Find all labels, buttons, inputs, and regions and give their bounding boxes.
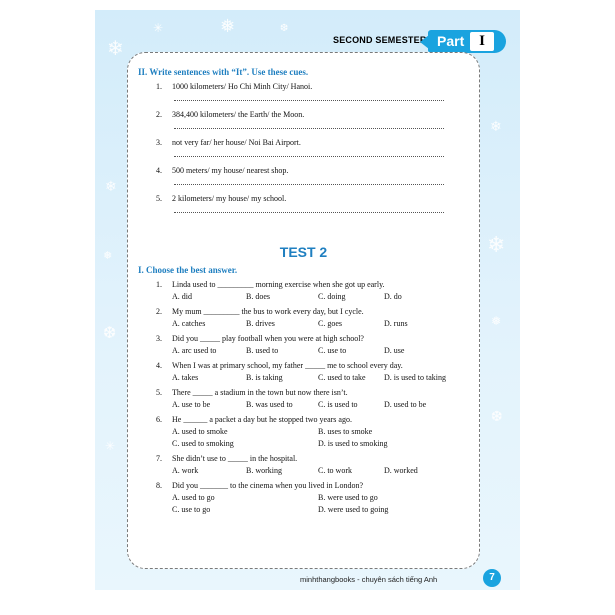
page-number: 7 xyxy=(483,569,501,587)
option: A. catches xyxy=(172,319,206,328)
item-number: 1. xyxy=(156,82,162,91)
answer-line xyxy=(174,156,444,157)
question-text: My mum _________ the bus to work every day, but I cycle. xyxy=(172,307,364,316)
snowflake-icon: ✳ xyxy=(105,439,116,453)
option: D. use xyxy=(384,346,405,355)
option: B. were used to go xyxy=(318,493,378,502)
snowflake-icon: ❄ xyxy=(105,179,117,195)
snowflake-icon: ❆ xyxy=(491,409,503,425)
option: B. is taking xyxy=(246,373,283,382)
snowflake-icon: ❅ xyxy=(491,314,502,328)
section-title: II. Write sentences with “It”. Use these cues. xyxy=(138,67,309,77)
question-text: He ______ a packet a day but he stopped two years ago. xyxy=(172,415,352,424)
snowflake-icon: ❆ xyxy=(103,323,117,342)
snowflake-icon: ❅ xyxy=(103,249,113,262)
item-number: 3. xyxy=(156,138,162,147)
question-number: 6. xyxy=(156,415,162,424)
item-number: 5. xyxy=(156,194,162,203)
option: C. is used to xyxy=(318,400,358,409)
question-text: Linda used to _________ morning exercise when she got up early. xyxy=(172,280,385,289)
option: B. used to xyxy=(246,346,279,355)
option: A. arc used to xyxy=(172,346,217,355)
item-number: 2. xyxy=(156,110,162,119)
snowflake-icon: ❅ xyxy=(220,16,236,37)
option: B. was used to xyxy=(246,400,293,409)
question-text: Did you _______ to the cinema when you lived in London? xyxy=(172,481,364,490)
item-text: not very far/ her house/ Noi Bai Airport. xyxy=(172,138,301,147)
option: D. worked xyxy=(384,466,418,475)
item-text: 2 kilometers/ my house/ my school. xyxy=(172,194,287,203)
option: C. doing xyxy=(318,292,346,301)
snowflake-icon: ❆ xyxy=(280,23,289,34)
option: B. uses to smoke xyxy=(318,427,373,436)
option: D. do xyxy=(384,292,402,301)
question-text: When I was at primary school, my father _____ me to school every day. xyxy=(172,361,403,370)
content-panel xyxy=(127,52,480,569)
option: A. did xyxy=(172,292,192,301)
option: D. runs xyxy=(384,319,408,328)
item-text: 384,400 kilometers/ the Earth/ the Moon. xyxy=(172,110,305,119)
question-number: 3. xyxy=(156,334,162,343)
option: D. is used to smoking xyxy=(318,439,388,448)
option: A. work xyxy=(172,466,199,475)
option: B. working xyxy=(246,466,282,475)
question-number: 8. xyxy=(156,481,162,490)
part-tab xyxy=(428,30,506,53)
option: A. takes xyxy=(172,373,199,382)
snowflake-icon: ❄ xyxy=(490,119,502,135)
question-number: 7. xyxy=(156,454,162,463)
answer-line xyxy=(174,184,444,185)
snowflake-icon: ❄ xyxy=(107,36,124,60)
semester-label: SECOND SEMESTER xyxy=(333,35,427,45)
section-title: I. Choose the best answer. xyxy=(138,265,238,275)
answer-line xyxy=(174,212,444,213)
option: A. used to smoke xyxy=(172,427,228,436)
part-number: I xyxy=(470,32,494,51)
answer-line xyxy=(174,128,444,129)
item-text: 500 meters/ my house/ nearest shop. xyxy=(172,166,289,175)
question-text: Did you _____ play football when you were at high school? xyxy=(172,334,364,343)
option: D. were used to going xyxy=(318,505,389,514)
option: B. drives xyxy=(246,319,275,328)
footer-publisher: minhthangbooks - chuyên sách tiếng Anh xyxy=(300,575,438,584)
option: D. is used to taking xyxy=(384,373,446,382)
item-text: 1000 kilometers/ Ho Chi Minh City/ Hanoi. xyxy=(172,82,313,91)
question-text: She didn’t use to _____ in the hospital. xyxy=(172,454,298,463)
option: B. does xyxy=(246,292,270,301)
snowflake-icon: ✳ xyxy=(153,21,164,35)
option: C. goes xyxy=(318,319,342,328)
question-number: 2. xyxy=(156,307,162,316)
option: A. used to go xyxy=(172,493,215,502)
option: C. to work xyxy=(318,466,352,475)
item-number: 4. xyxy=(156,166,162,175)
option: C. use to go xyxy=(172,505,211,514)
question-number: 1. xyxy=(156,280,162,289)
option: A. use to be xyxy=(172,400,211,409)
option: D. used to be xyxy=(384,400,427,409)
question-number: 5. xyxy=(156,388,162,397)
option: C. used to take xyxy=(318,373,366,382)
question-number: 4. xyxy=(156,361,162,370)
snowflake-icon: ❄ xyxy=(487,233,506,258)
option: C. used to smoking xyxy=(172,439,234,448)
question-text: There _____ a stadium in the town but now there isn’t. xyxy=(172,388,348,397)
option: C. use to xyxy=(318,346,347,355)
test-title: TEST 2 xyxy=(279,244,328,260)
part-label: Part xyxy=(437,33,465,49)
answer-line xyxy=(174,100,444,101)
book-page xyxy=(95,10,520,590)
